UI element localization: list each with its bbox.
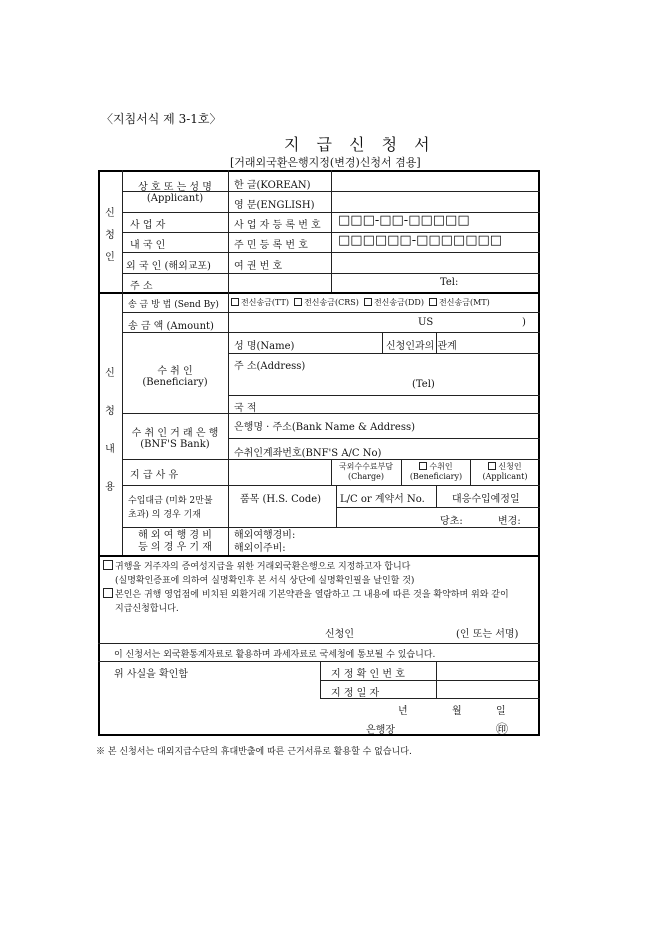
amount-close: ) bbox=[522, 317, 526, 328]
charge-label: 국외수수료부담 (Charge) bbox=[338, 462, 394, 481]
contract-date-label: 대응수입예정일 bbox=[452, 494, 520, 505]
nationality-label: 국 적 bbox=[234, 403, 257, 414]
checkbox-icon[interactable] bbox=[103, 588, 113, 598]
import-label: 수입대금 (미화 2만불 초과) 의 경우 기재 bbox=[128, 496, 213, 520]
declarations bbox=[103, 560, 509, 616]
bank-label: 수 취 인 거 래 은 행 (BNF'S Bank) bbox=[131, 428, 219, 450]
initial-label: 당초: bbox=[440, 516, 463, 527]
bank-name-label: 은행명 · 주소(Bank Name & Address) bbox=[234, 422, 415, 433]
resident-reg-field[interactable]: □□□□□□-□□□□□□□ bbox=[338, 233, 503, 248]
amount-currency: US bbox=[418, 317, 434, 328]
relation-label: 신청인과의 관계 bbox=[386, 341, 457, 352]
beneficiary-label: 수 취 인 (Beneficiary) bbox=[142, 366, 208, 388]
lc-label: L/C or 계약서 No. bbox=[340, 494, 425, 505]
declaration-line-2: (실명확인증표에 의하여 실명확인후 본 서식 상단에 실명확인필을 날인할 것) bbox=[115, 576, 415, 586]
designation-date-label: 지 정 일 자 bbox=[331, 688, 380, 699]
tel-label: Tel: bbox=[440, 277, 459, 288]
declaration-line-3: 본인은 귀행 영업점에 비치된 외환거래 기본약관을 열람하고 그 내용에 따른 것을 확약하며 위와 같이 bbox=[115, 590, 509, 600]
charge-beneficiary-option[interactable]: 수취인 (Beneficiary) bbox=[409, 462, 463, 481]
method-crs-option[interactable]: 전신송금(CRS) bbox=[294, 298, 359, 307]
amount-label: 송 금 액 (Amount) bbox=[128, 321, 214, 332]
travel-cost-label: 해외여행경비: bbox=[234, 530, 296, 541]
designation-no-label: 지 정 확 인 번 호 bbox=[331, 669, 405, 680]
checkbox-icon bbox=[364, 298, 372, 306]
page-subtitle: [거래외국환은행지정(변경)신청서 겸용] bbox=[230, 156, 421, 169]
checkbox-icon bbox=[294, 298, 302, 306]
domestic-label: 내 국 인 bbox=[130, 240, 166, 251]
address-label: 주 소 bbox=[130, 281, 153, 292]
bank-account-label: 수취인계좌번호(BNF'S A/C No) bbox=[234, 448, 382, 459]
applicant-name-label: 상 호 또 는 성 명 (Applicant) bbox=[138, 182, 212, 204]
item-label: 품목 (H.S. Code) bbox=[240, 494, 322, 505]
english-name-field[interactable] bbox=[332, 193, 538, 211]
beneficiary-address-label: 주 소(Address) bbox=[234, 361, 306, 372]
travel-label: 해 외 여 행 경 비 등 의 경 우 기 재 bbox=[138, 530, 212, 553]
changed-label: 변경: bbox=[498, 516, 521, 527]
passport-label: 여 권 번 호 bbox=[234, 261, 283, 272]
foreigner-label: 외 국 인 (해외교포) bbox=[126, 261, 211, 272]
month-label: 월 bbox=[452, 706, 462, 717]
day-label: 일 bbox=[496, 706, 506, 717]
english-name-label: 영 문(ENGLISH) bbox=[234, 200, 315, 211]
notice: 이 신청서는 외국환통계자료로 활용하며 과세자료로 국세청에 통보될 수 있습니다. bbox=[114, 650, 436, 660]
send-method-label: 송 금 방 법 (Send By) bbox=[128, 300, 219, 310]
signer-mark: (인 또는 서명) bbox=[456, 629, 519, 640]
korean-name-label: 한 글(KOREAN) bbox=[234, 180, 311, 191]
checkbox-icon bbox=[419, 462, 427, 470]
method-dd-option[interactable]: 전신송금(DD) bbox=[364, 298, 424, 307]
business-reg-field[interactable]: □□□-□□-□□□□□ bbox=[338, 213, 470, 228]
stay-cost-label: 해외이주비: bbox=[234, 543, 286, 554]
business-label: 사 업 자 bbox=[130, 220, 166, 231]
seal-icon: ㊞ bbox=[496, 722, 509, 736]
application-side-label: 신 청 내 용 bbox=[105, 368, 115, 493]
resident-reg-label: 주 민 등 록 번 호 bbox=[234, 240, 308, 251]
checkbox-icon bbox=[488, 462, 496, 470]
passport-field[interactable] bbox=[332, 254, 538, 272]
korean-name-field[interactable] bbox=[332, 172, 538, 190]
method-tt-option[interactable]: 전신송금(TT) bbox=[231, 298, 289, 307]
reason-label: 지 급 사 유 bbox=[130, 470, 179, 481]
year-label: 년 bbox=[398, 706, 408, 717]
signer-label: 신청인 bbox=[325, 629, 354, 640]
business-reg-label: 사 업 자 등 록 번 호 bbox=[234, 220, 321, 231]
applicant-side-label: 신 청 인 bbox=[105, 208, 115, 263]
declaration-line-1: 귀행을 거주자의 증여성지급을 위한 거래외국환은행으로 지정하고자 합니다 bbox=[115, 562, 411, 572]
method-mt-option[interactable]: 전신송금(MT) bbox=[429, 298, 490, 307]
checkbox-icon bbox=[429, 298, 437, 306]
beneficiary-tel-label: (Tel) bbox=[412, 379, 435, 390]
checkbox-icon bbox=[231, 298, 239, 306]
footnote: ※ 본 신청서는 대외지급수단의 휴대반출에 따른 근거서류로 활용할 수 없습니다. bbox=[96, 747, 412, 757]
checkbox-icon[interactable] bbox=[103, 560, 113, 570]
travel-cost-labels bbox=[234, 529, 295, 555]
form-reference: 〈지침서식 제 3-1호〉 bbox=[101, 112, 222, 126]
beneficiary-name-label: 성 명(Name) bbox=[234, 341, 295, 352]
page-title: 지 급 신 청 서 bbox=[284, 135, 436, 154]
confirmation-label: 위 사실을 확인함 bbox=[114, 669, 188, 680]
charge-applicant-option[interactable]: 신청인 (Applicant) bbox=[482, 462, 528, 481]
bank-manager-label: 은행장 bbox=[366, 725, 395, 736]
declaration-line-4: 지급신청합니다. bbox=[115, 604, 179, 614]
send-method-options bbox=[231, 297, 490, 308]
